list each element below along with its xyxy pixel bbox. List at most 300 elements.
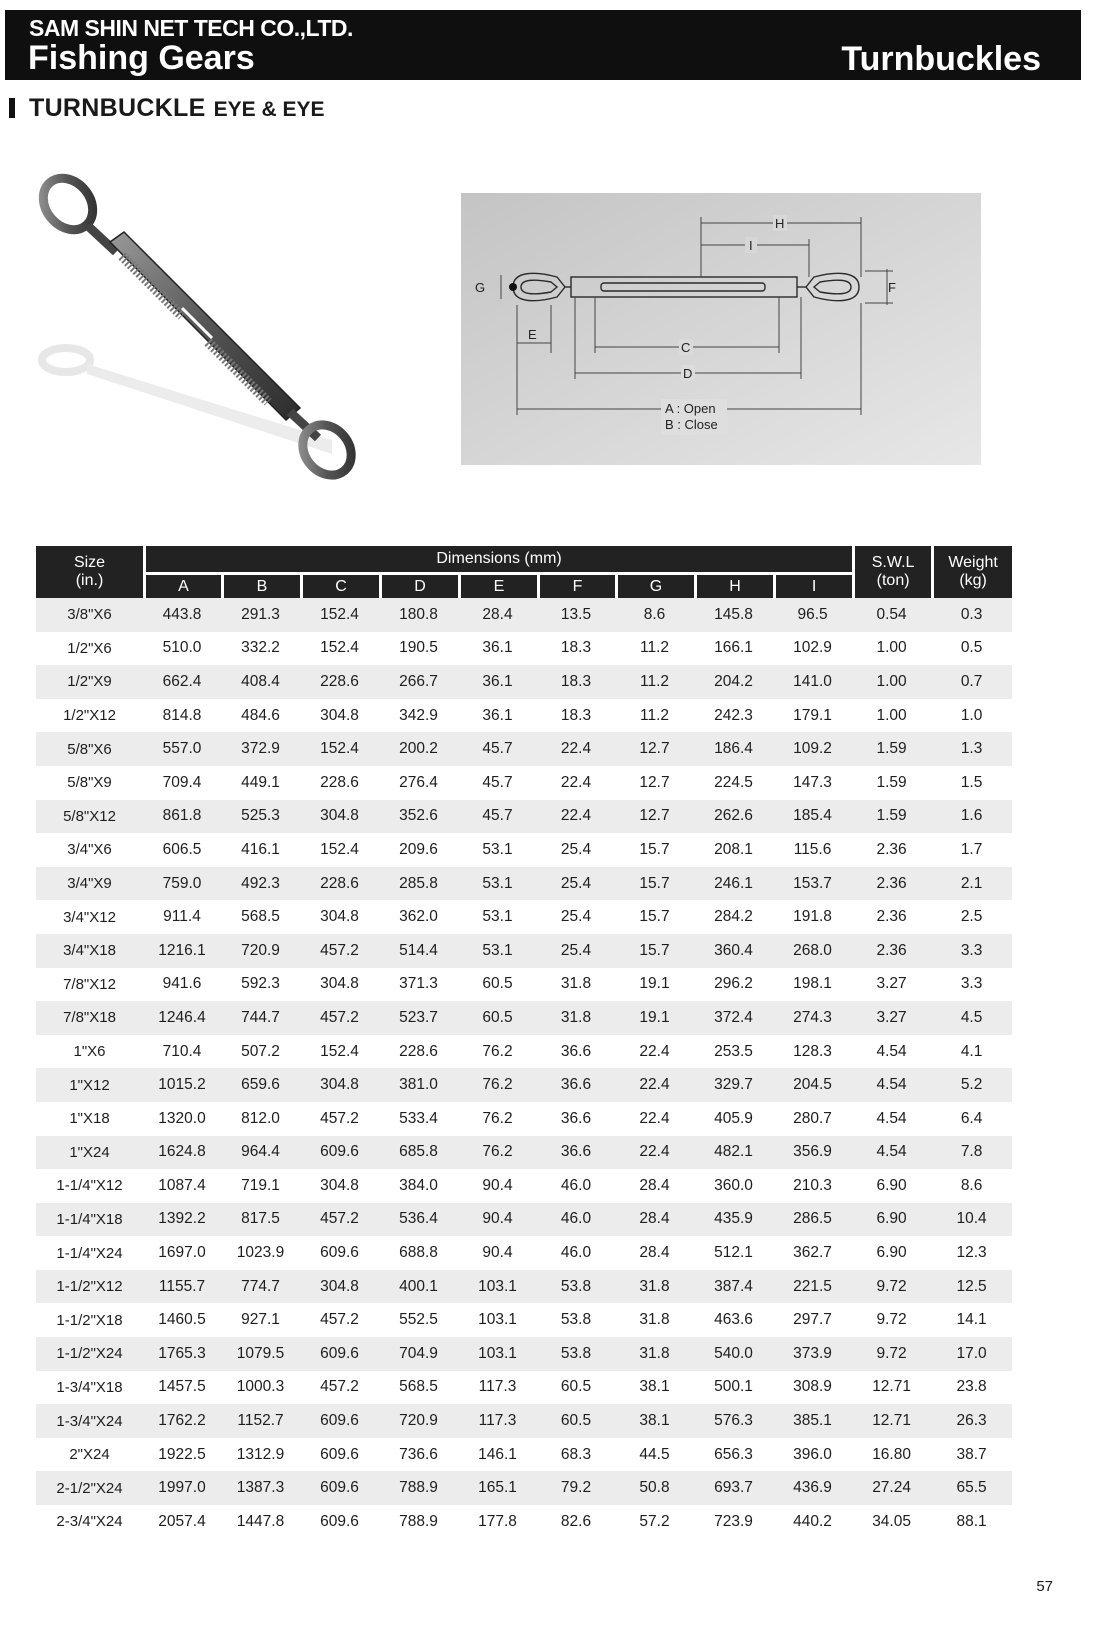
dimension-diagram bbox=[461, 193, 981, 465]
table-cell: 1447.8 bbox=[221, 1505, 300, 1539]
table-cell: 31.8 bbox=[615, 1337, 694, 1371]
table-cell: 280.7 bbox=[773, 1102, 852, 1136]
size-cell: 1-3/4"X18 bbox=[36, 1371, 143, 1405]
table-cell: 82.6 bbox=[537, 1505, 615, 1539]
table-cell: 525.3 bbox=[221, 800, 300, 834]
table-cell: 31.8 bbox=[615, 1270, 694, 1304]
table-cell: 26.3 bbox=[931, 1404, 1012, 1438]
column-header-e: E bbox=[458, 572, 537, 598]
table-cell: 246.1 bbox=[694, 867, 773, 901]
table-cell: 45.7 bbox=[458, 732, 537, 766]
table-cell: 90.4 bbox=[458, 1236, 537, 1270]
table-cell: 22.4 bbox=[537, 732, 615, 766]
table-row bbox=[36, 598, 1012, 632]
table-cell: 0.3 bbox=[931, 598, 1012, 632]
table-cell: 4.54 bbox=[852, 1136, 931, 1170]
table-row bbox=[36, 1371, 1012, 1405]
table-cell: 457.2 bbox=[300, 1001, 379, 1035]
table-cell: 9.72 bbox=[852, 1303, 931, 1337]
table-cell: 1152.7 bbox=[221, 1404, 300, 1438]
table-cell: 4.54 bbox=[852, 1068, 931, 1102]
size-cell: 5/8"X9 bbox=[36, 766, 143, 800]
table-row bbox=[36, 1404, 1012, 1438]
table-cell: 510.0 bbox=[143, 632, 221, 666]
table-cell: 723.9 bbox=[694, 1505, 773, 1539]
table-cell: 720.9 bbox=[221, 934, 300, 968]
table-cell: 6.4 bbox=[931, 1102, 1012, 1136]
table-cell: 44.5 bbox=[615, 1438, 694, 1472]
table-cell: 22.4 bbox=[537, 800, 615, 834]
table-cell: 304.8 bbox=[300, 900, 379, 934]
table-cell: 45.7 bbox=[458, 766, 537, 800]
table-cell: 12.7 bbox=[615, 800, 694, 834]
table-cell: 10.4 bbox=[931, 1203, 1012, 1237]
table-cell: 744.7 bbox=[221, 1001, 300, 1035]
table-cell: 396.0 bbox=[773, 1438, 852, 1472]
size-cell: 2"X24 bbox=[36, 1438, 143, 1472]
table-cell: 609.6 bbox=[300, 1505, 379, 1539]
table-cell: 304.8 bbox=[300, 1270, 379, 1304]
table-cell: 53.8 bbox=[537, 1337, 615, 1371]
table-cell: 941.6 bbox=[143, 968, 221, 1002]
table-row bbox=[36, 1337, 1012, 1371]
table-cell: 8.6 bbox=[931, 1169, 1012, 1203]
table-cell: 1216.1 bbox=[143, 934, 221, 968]
table-cell: 609.6 bbox=[300, 1438, 379, 1472]
table-row bbox=[36, 1438, 1012, 1472]
table-cell: 463.6 bbox=[694, 1303, 773, 1337]
table-cell: 38.1 bbox=[615, 1404, 694, 1438]
table-cell: 204.2 bbox=[694, 665, 773, 699]
table-cell: 8.6 bbox=[615, 598, 694, 632]
table-cell: 180.8 bbox=[379, 598, 458, 632]
column-header-f: F bbox=[537, 572, 615, 598]
table-cell: 31.8 bbox=[537, 968, 615, 1002]
table-cell: 12.3 bbox=[931, 1236, 1012, 1270]
table-row bbox=[36, 665, 1012, 699]
size-cell: 7/8"X18 bbox=[36, 1001, 143, 1035]
table-cell: 609.6 bbox=[300, 1404, 379, 1438]
table-cell: 552.5 bbox=[379, 1303, 458, 1337]
size-cell: 1"X24 bbox=[36, 1136, 143, 1170]
table-cell: 362.0 bbox=[379, 900, 458, 934]
column-header-g: G bbox=[615, 572, 694, 598]
table-cell: 262.6 bbox=[694, 800, 773, 834]
table-cell: 14.1 bbox=[931, 1303, 1012, 1337]
table-cell: 128.3 bbox=[773, 1035, 852, 1069]
table-row bbox=[36, 732, 1012, 766]
table-cell: 812.0 bbox=[221, 1102, 300, 1136]
table-cell: 373.9 bbox=[773, 1337, 852, 1371]
size-cell: 1/2"X9 bbox=[36, 665, 143, 699]
table-row bbox=[36, 632, 1012, 666]
table-cell: 304.8 bbox=[300, 968, 379, 1002]
table-cell: 76.2 bbox=[458, 1068, 537, 1102]
table-cell: 53.1 bbox=[458, 934, 537, 968]
size-cell: 1"X6 bbox=[36, 1035, 143, 1069]
table-cell: 15.7 bbox=[615, 867, 694, 901]
table-cell: 400.1 bbox=[379, 1270, 458, 1304]
table-cell: 76.2 bbox=[458, 1102, 537, 1136]
label-g: G bbox=[475, 280, 486, 295]
table-cell: 759.0 bbox=[143, 867, 221, 901]
table-cell: 484.6 bbox=[221, 699, 300, 733]
table-cell: 15.7 bbox=[615, 833, 694, 867]
table-cell: 2.36 bbox=[852, 833, 931, 867]
size-header bbox=[36, 546, 143, 598]
table-cell: 592.3 bbox=[221, 968, 300, 1002]
section-title-main: TURNBUCKLE bbox=[29, 93, 206, 122]
table-cell: 362.7 bbox=[773, 1236, 852, 1270]
table-cell: 482.1 bbox=[694, 1136, 773, 1170]
table-cell: 408.4 bbox=[221, 665, 300, 699]
table-cell: 25.4 bbox=[537, 833, 615, 867]
table-cell: 449.1 bbox=[221, 766, 300, 800]
table-row bbox=[36, 1136, 1012, 1170]
size-cell: 2-3/4"X24 bbox=[36, 1505, 143, 1539]
table-cell: 1155.7 bbox=[143, 1270, 221, 1304]
table-cell: 609.6 bbox=[300, 1471, 379, 1505]
label-e: E bbox=[528, 327, 537, 342]
table-row bbox=[36, 833, 1012, 867]
size-cell: 1/2"X12 bbox=[36, 699, 143, 733]
table-cell: 228.6 bbox=[300, 766, 379, 800]
swl-header bbox=[852, 546, 931, 598]
table-cell: 147.3 bbox=[773, 766, 852, 800]
table-cell: 1624.8 bbox=[143, 1136, 221, 1170]
table-cell: 440.2 bbox=[773, 1505, 852, 1539]
table-cell: 76.2 bbox=[458, 1136, 537, 1170]
table-cell: 1.59 bbox=[852, 732, 931, 766]
table-cell: 9.72 bbox=[852, 1337, 931, 1371]
table-cell: 79.2 bbox=[537, 1471, 615, 1505]
table-cell: 204.5 bbox=[773, 1068, 852, 1102]
table-cell: 117.3 bbox=[458, 1404, 537, 1438]
table-cell: 1.59 bbox=[852, 766, 931, 800]
table-cell: 90.4 bbox=[458, 1203, 537, 1237]
size-cell: 1"X12 bbox=[36, 1068, 143, 1102]
table-cell: 103.1 bbox=[458, 1270, 537, 1304]
table-cell: 165.1 bbox=[458, 1471, 537, 1505]
table-cell: 53.1 bbox=[458, 900, 537, 934]
size-cell: 1-1/2"X24 bbox=[36, 1337, 143, 1371]
table-cell: 443.8 bbox=[143, 598, 221, 632]
table-cell: 1.3 bbox=[931, 732, 1012, 766]
page-number: 57 bbox=[1036, 1578, 1053, 1595]
table-cell: 704.9 bbox=[379, 1337, 458, 1371]
table-cell: 332.2 bbox=[221, 632, 300, 666]
table-cell: 457.2 bbox=[300, 1303, 379, 1337]
table-row bbox=[36, 900, 1012, 934]
table-cell: 656.3 bbox=[694, 1438, 773, 1472]
table-cell: 514.4 bbox=[379, 934, 458, 968]
table-cell: 384.0 bbox=[379, 1169, 458, 1203]
table-cell: 7.8 bbox=[931, 1136, 1012, 1170]
table-cell: 2.36 bbox=[852, 867, 931, 901]
table-cell: 964.4 bbox=[221, 1136, 300, 1170]
table-cell: 152.4 bbox=[300, 598, 379, 632]
weight-header bbox=[931, 546, 1012, 598]
table-cell: 22.4 bbox=[615, 1068, 694, 1102]
table-cell: 360.4 bbox=[694, 934, 773, 968]
table-cell: 2.36 bbox=[852, 900, 931, 934]
table-cell: 1387.3 bbox=[221, 1471, 300, 1505]
table-row bbox=[36, 1169, 1012, 1203]
section-marker bbox=[9, 98, 15, 118]
table-cell: 50.8 bbox=[615, 1471, 694, 1505]
table-cell: 36.1 bbox=[458, 632, 537, 666]
table-cell: 9.72 bbox=[852, 1270, 931, 1304]
table-cell: 1765.3 bbox=[143, 1337, 221, 1371]
table-cell: 659.6 bbox=[221, 1068, 300, 1102]
table-cell: 228.6 bbox=[379, 1035, 458, 1069]
table-cell: 492.3 bbox=[221, 867, 300, 901]
table-cell: 719.1 bbox=[221, 1169, 300, 1203]
table-cell: 177.8 bbox=[458, 1505, 537, 1539]
table-cell: 198.1 bbox=[773, 968, 852, 1002]
label-c: C bbox=[681, 340, 691, 355]
table-cell: 720.9 bbox=[379, 1404, 458, 1438]
table-cell: 45.7 bbox=[458, 800, 537, 834]
table-cell: 179.1 bbox=[773, 699, 852, 733]
table-cell: 1023.9 bbox=[221, 1236, 300, 1270]
table-row bbox=[36, 1303, 1012, 1337]
table-cell: 1.00 bbox=[852, 665, 931, 699]
table-cell: 25.4 bbox=[537, 867, 615, 901]
column-header-h: H bbox=[694, 572, 773, 598]
table-cell: 18.3 bbox=[537, 665, 615, 699]
column-header-a: A bbox=[143, 572, 221, 598]
table-cell: 274.3 bbox=[773, 1001, 852, 1035]
table-cell: 304.8 bbox=[300, 699, 379, 733]
table-cell: 1457.5 bbox=[143, 1371, 221, 1405]
table-cell: 221.5 bbox=[773, 1270, 852, 1304]
table-cell: 4.54 bbox=[852, 1102, 931, 1136]
table-cell: 536.4 bbox=[379, 1203, 458, 1237]
size-cell: 1"X18 bbox=[36, 1102, 143, 1136]
table-cell: 191.8 bbox=[773, 900, 852, 934]
table-cell: 36.6 bbox=[537, 1035, 615, 1069]
table-cell: 1.7 bbox=[931, 833, 1012, 867]
pin-dot bbox=[509, 283, 517, 291]
label-f: F bbox=[888, 280, 896, 295]
table-cell: 6.90 bbox=[852, 1169, 931, 1203]
table-cell: 115.6 bbox=[773, 833, 852, 867]
table-cell: 12.71 bbox=[852, 1371, 931, 1405]
table-cell: 457.2 bbox=[300, 1102, 379, 1136]
table-cell: 284.2 bbox=[694, 900, 773, 934]
table-cell: 25.4 bbox=[537, 900, 615, 934]
table-cell: 304.8 bbox=[300, 1068, 379, 1102]
table-row bbox=[36, 1471, 1012, 1505]
table-cell: 28.4 bbox=[615, 1203, 694, 1237]
table-cell: 523.7 bbox=[379, 1001, 458, 1035]
table-cell: 709.4 bbox=[143, 766, 221, 800]
table-cell: 109.2 bbox=[773, 732, 852, 766]
table-cell: 153.7 bbox=[773, 867, 852, 901]
table-cell: 2.36 bbox=[852, 934, 931, 968]
table-cell: 38.1 bbox=[615, 1371, 694, 1405]
table-cell: 53.1 bbox=[458, 833, 537, 867]
table-cell: 152.4 bbox=[300, 1035, 379, 1069]
table-cell: 88.1 bbox=[931, 1505, 1012, 1539]
table-row bbox=[36, 1203, 1012, 1237]
table-cell: 1087.4 bbox=[143, 1169, 221, 1203]
table-cell: 1460.5 bbox=[143, 1303, 221, 1337]
table-cell: 210.3 bbox=[773, 1169, 852, 1203]
table-cell: 60.5 bbox=[537, 1404, 615, 1438]
table-cell: 38.7 bbox=[931, 1438, 1012, 1472]
table-cell: 76.2 bbox=[458, 1035, 537, 1069]
table-row bbox=[36, 1102, 1012, 1136]
table-cell: 4.54 bbox=[852, 1035, 931, 1069]
table-cell: 1000.3 bbox=[221, 1371, 300, 1405]
table-cell: 609.6 bbox=[300, 1337, 379, 1371]
size-cell: 3/4"X6 bbox=[36, 833, 143, 867]
table-cell: 1246.4 bbox=[143, 1001, 221, 1035]
label-h: H bbox=[775, 216, 785, 231]
turnbuckle-body bbox=[110, 232, 300, 420]
size-cell: 3/8"X6 bbox=[36, 598, 143, 632]
table-cell: 34.05 bbox=[852, 1505, 931, 1539]
swl-header-label: S.W.L bbox=[871, 554, 915, 572]
table-cell: 1.5 bbox=[931, 766, 1012, 800]
table-row bbox=[36, 867, 1012, 901]
table-cell: 145.8 bbox=[694, 598, 773, 632]
table-cell: 1.0 bbox=[931, 699, 1012, 733]
table-cell: 23.8 bbox=[931, 1371, 1012, 1405]
table-cell: 36.1 bbox=[458, 699, 537, 733]
swl-header-unit: (ton) bbox=[876, 572, 910, 589]
table-cell: 65.5 bbox=[931, 1471, 1012, 1505]
table-cell: 286.5 bbox=[773, 1203, 852, 1237]
table-row bbox=[36, 968, 1012, 1002]
table-cell: 1392.2 bbox=[143, 1203, 221, 1237]
size-cell: 7/8"X12 bbox=[36, 968, 143, 1002]
table-row bbox=[36, 1068, 1012, 1102]
table-cell: 18.3 bbox=[537, 699, 615, 733]
table-cell: 36.6 bbox=[537, 1136, 615, 1170]
table-cell: 22.4 bbox=[615, 1102, 694, 1136]
size-header-unit: (in.) bbox=[75, 572, 104, 589]
legend-close: B : Close bbox=[665, 417, 718, 432]
table-cell: 200.2 bbox=[379, 732, 458, 766]
size-cell: 5/8"X6 bbox=[36, 732, 143, 766]
table-cell: 609.6 bbox=[300, 1236, 379, 1270]
table-cell: 381.0 bbox=[379, 1068, 458, 1102]
table-cell: 36.1 bbox=[458, 665, 537, 699]
table-cell: 436.9 bbox=[773, 1471, 852, 1505]
table-cell: 4.5 bbox=[931, 1001, 1012, 1035]
table-cell: 774.7 bbox=[221, 1270, 300, 1304]
table-cell: 291.3 bbox=[221, 598, 300, 632]
table-cell: 90.4 bbox=[458, 1169, 537, 1203]
table-row bbox=[36, 934, 1012, 968]
table-cell: 166.1 bbox=[694, 632, 773, 666]
table-cell: 1.00 bbox=[852, 699, 931, 733]
table-cell: 385.1 bbox=[773, 1404, 852, 1438]
table-cell: 1320.0 bbox=[143, 1102, 221, 1136]
table-cell: 387.4 bbox=[694, 1270, 773, 1304]
table-cell: 352.6 bbox=[379, 800, 458, 834]
table-cell: 2.5 bbox=[931, 900, 1012, 934]
size-cell: 3/4"X12 bbox=[36, 900, 143, 934]
table-cell: 102.9 bbox=[773, 632, 852, 666]
size-cell: 1-1/2"X12 bbox=[36, 1270, 143, 1304]
table-cell: 103.1 bbox=[458, 1303, 537, 1337]
table-cell: 693.7 bbox=[694, 1471, 773, 1505]
table-cell: 4.1 bbox=[931, 1035, 1012, 1069]
table-cell: 507.2 bbox=[221, 1035, 300, 1069]
table-cell: 1697.0 bbox=[143, 1236, 221, 1270]
table-cell: 60.5 bbox=[458, 1001, 537, 1035]
legend-open: A : Open bbox=[665, 401, 716, 416]
table-cell: 285.8 bbox=[379, 867, 458, 901]
table-cell: 208.1 bbox=[694, 833, 773, 867]
table-cell: 512.1 bbox=[694, 1236, 773, 1270]
table-cell: 6.90 bbox=[852, 1203, 931, 1237]
table-cell: 457.2 bbox=[300, 1203, 379, 1237]
turnbuckle-photo bbox=[32, 172, 382, 502]
table-cell: 372.9 bbox=[221, 732, 300, 766]
table-cell: 304.8 bbox=[300, 800, 379, 834]
table-cell: 276.4 bbox=[379, 766, 458, 800]
column-header-d: D bbox=[379, 572, 458, 598]
table-cell: 1079.5 bbox=[221, 1337, 300, 1371]
table-cell: 814.8 bbox=[143, 699, 221, 733]
table-cell: 6.90 bbox=[852, 1236, 931, 1270]
table-cell: 500.1 bbox=[694, 1371, 773, 1405]
size-cell: 1-1/4"X24 bbox=[36, 1236, 143, 1270]
table-cell: 19.1 bbox=[615, 1001, 694, 1035]
table-cell: 356.9 bbox=[773, 1136, 852, 1170]
table-cell: 17.0 bbox=[931, 1337, 1012, 1371]
table-cell: 46.0 bbox=[537, 1236, 615, 1270]
section-title bbox=[9, 93, 325, 123]
table-cell: 190.5 bbox=[379, 632, 458, 666]
table-cell: 372.4 bbox=[694, 1001, 773, 1035]
size-header-label: Size bbox=[73, 554, 106, 572]
table-cell: 53.8 bbox=[537, 1303, 615, 1337]
table-cell: 31.8 bbox=[537, 1001, 615, 1035]
table-cell: 1312.9 bbox=[221, 1438, 300, 1472]
table-row bbox=[36, 1270, 1012, 1304]
table-cell: 152.4 bbox=[300, 833, 379, 867]
table-row bbox=[36, 766, 1012, 800]
table-cell: 606.5 bbox=[143, 833, 221, 867]
size-cell: 3/4"X9 bbox=[36, 867, 143, 901]
table-cell: 228.6 bbox=[300, 867, 379, 901]
table-cell: 304.8 bbox=[300, 1169, 379, 1203]
table-cell: 224.5 bbox=[694, 766, 773, 800]
table-cell: 5.2 bbox=[931, 1068, 1012, 1102]
table-cell: 1015.2 bbox=[143, 1068, 221, 1102]
table-cell: 3.3 bbox=[931, 968, 1012, 1002]
table-cell: 12.7 bbox=[615, 766, 694, 800]
table-cell: 266.7 bbox=[379, 665, 458, 699]
table-cell: 253.5 bbox=[694, 1035, 773, 1069]
table-cell: 68.3 bbox=[537, 1438, 615, 1472]
size-cell: 2-1/2"X24 bbox=[36, 1471, 143, 1505]
table-cell: 685.8 bbox=[379, 1136, 458, 1170]
table-cell: 360.0 bbox=[694, 1169, 773, 1203]
brand-title: Fishing Gears bbox=[28, 39, 255, 77]
table-cell: 53.1 bbox=[458, 867, 537, 901]
label-d: D bbox=[683, 366, 693, 381]
table-row bbox=[36, 1001, 1012, 1035]
table-cell: 15.7 bbox=[615, 900, 694, 934]
table-cell: 736.6 bbox=[379, 1438, 458, 1472]
